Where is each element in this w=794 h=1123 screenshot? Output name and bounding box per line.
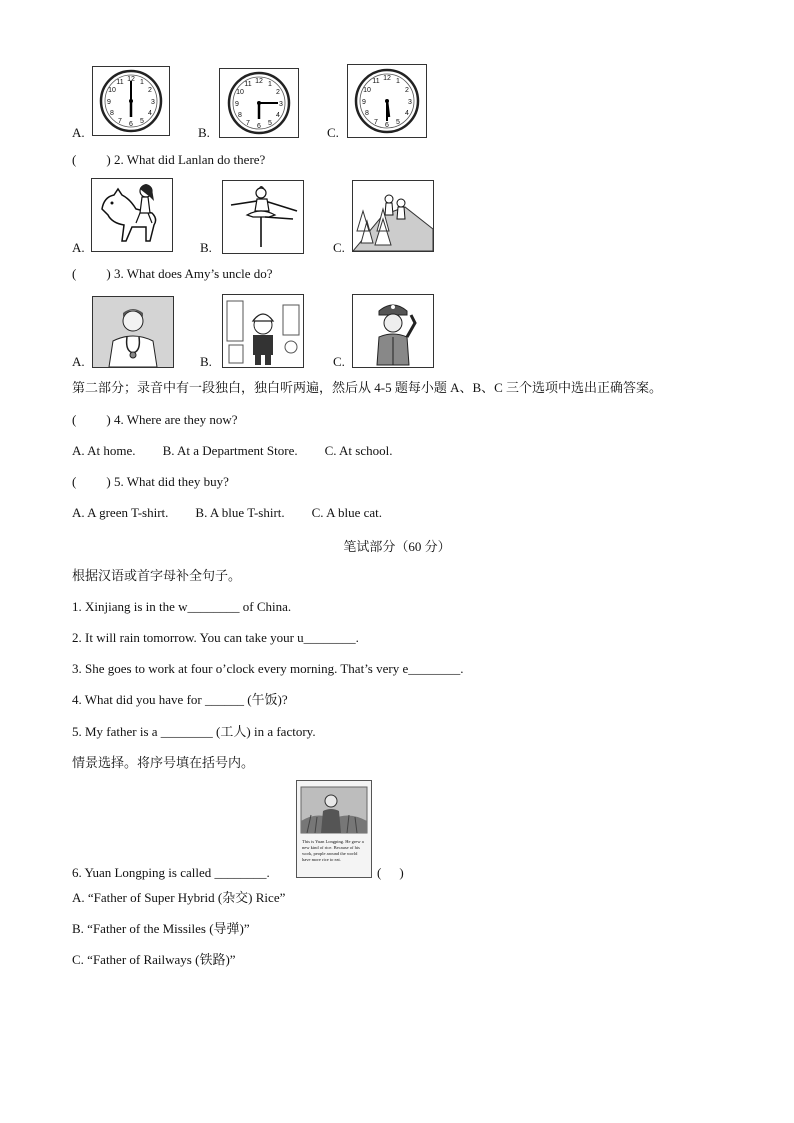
part2-instruction: 第二部分；录音中有一段独白，独白听两遍，然后从 4-5 题每小题 A、B、C 三个选项中选出正确答案。 (72, 380, 663, 395)
svg-text:12: 12 (127, 76, 135, 83)
q1-option-b-label: B. (198, 125, 210, 140)
answer-paren-close: ) (106, 474, 111, 489)
q4-question (72, 412, 238, 428)
svg-text:6: 6 (129, 121, 133, 128)
q5-option-a: A. A green T-shirt. (72, 505, 169, 520)
svg-text:4: 4 (276, 112, 280, 119)
fill-item: 3. She goes to work at four o’clock every morning. That’s very e________. (72, 661, 464, 676)
fill-instruction: 根据汉语或首字母补全句子。 (72, 568, 242, 583)
svg-text:8: 8 (365, 110, 369, 117)
fill-item: 2. It will rain tomorrow. You can take your u________. (72, 630, 359, 645)
svg-text:1: 1 (268, 81, 272, 88)
children-climbing-hill-icon (352, 180, 434, 252)
answer-paren-open: ( (72, 266, 77, 281)
written-section-title: 笔试部分（60 分） (343, 539, 451, 554)
q5-option-b: B. A blue T-shirt. (195, 505, 285, 520)
ballet-dancer-icon (222, 180, 304, 254)
q4-option-b: B. At a Department Store. (162, 443, 298, 458)
q5-option-c: C. A blue cat. (311, 505, 383, 520)
fill-item: 4. What did you have for ______ (午饭)? (72, 692, 288, 707)
q2-option-a-label: A. (72, 240, 85, 255)
svg-text:9: 9 (362, 99, 366, 106)
q3-option-c-label: C. (333, 354, 345, 369)
svg-text:5: 5 (396, 119, 400, 126)
q4-text: 4. Where are they now? (113, 412, 238, 427)
yuan-longping-photo-icon (297, 781, 371, 837)
svg-text:11: 11 (116, 79, 124, 86)
q6-option-c: C. “Father of Railways (铁路)” (72, 952, 236, 967)
svg-text:1: 1 (140, 79, 144, 86)
q3-text: 3. What does Amy’s uncle do? (113, 266, 273, 281)
q2-option-b-label: B. (200, 240, 212, 255)
svg-text:10: 10 (363, 87, 371, 94)
svg-text:4: 4 (405, 110, 409, 117)
svg-text:9: 9 (235, 101, 239, 108)
q4-option-a: A. At home. (72, 443, 136, 458)
svg-text:2: 2 (405, 87, 409, 94)
q6-option-b: B. “Father of the Missiles (导弹)” (72, 921, 250, 936)
fill-item: 5. My father is a ________ (工人) in a factory. (72, 724, 316, 739)
answer-paren-close: ) (106, 266, 111, 281)
q2-option-c-label: C. (333, 240, 345, 255)
svg-text:3: 3 (408, 99, 412, 106)
q6-answer (377, 865, 404, 881)
svg-text:9: 9 (107, 99, 111, 106)
q4-option-c: C. At school. (324, 443, 393, 458)
clock-six-thirty-icon (347, 64, 427, 138)
svg-text:12: 12 (255, 78, 263, 85)
answer-paren-close: ) (106, 412, 111, 427)
svg-text:2: 2 (148, 87, 152, 94)
situation-instruction: 情景选择。将序号填在括号内。 (72, 755, 255, 770)
svg-text:7: 7 (246, 120, 250, 127)
q1-option-a-label: A. (72, 125, 85, 140)
answer-paren-open: ( (72, 152, 77, 167)
svg-text:7: 7 (374, 119, 378, 126)
q5-options (72, 505, 382, 521)
svg-text:6: 6 (385, 122, 389, 129)
q5-question (72, 474, 229, 490)
svg-text:11: 11 (372, 78, 380, 85)
answer-paren-close: ) (399, 865, 404, 880)
doctor-icon (92, 296, 174, 368)
svg-text:7: 7 (118, 118, 122, 125)
svg-text:8: 8 (110, 110, 114, 117)
answer-paren-close: ) (106, 152, 111, 167)
svg-text:2: 2 (276, 89, 280, 96)
q3-option-b-label: B. (200, 354, 212, 369)
svg-text:5: 5 (268, 120, 272, 127)
girl-riding-horse-icon (91, 178, 173, 252)
svg-text:5: 5 (140, 118, 144, 125)
svg-text:1: 1 (396, 78, 400, 85)
answer-paren-open: ( (72, 412, 77, 427)
q2-text: 2. What did Lanlan do there? (113, 152, 266, 167)
q4-options (72, 443, 393, 459)
q6-question (72, 865, 270, 881)
police-officer-icon (352, 294, 434, 368)
answer-paren-open: ( (72, 474, 77, 489)
svg-text:8: 8 (238, 112, 242, 119)
svg-text:10: 10 (236, 89, 244, 96)
card-caption: This is Yuan Longping. He grew a new kind of rice. Because of his work, people around the world have more rice to eat. (302, 839, 364, 862)
q6-text: 6. Yuan Longping is called ________. (72, 865, 270, 880)
svg-text:6: 6 (257, 123, 261, 130)
svg-text:4: 4 (148, 110, 152, 117)
q3-option-a-label: A. (72, 354, 85, 369)
svg-text:3: 3 (279, 101, 283, 108)
q3-question (72, 266, 273, 282)
svg-text:11: 11 (244, 81, 252, 88)
worker-icon (222, 294, 304, 368)
svg-text:10: 10 (108, 87, 116, 94)
clock-six-fifteen-icon (219, 68, 299, 138)
svg-text:3: 3 (151, 99, 155, 106)
q1-option-c-label: C. (327, 125, 339, 140)
svg-text:12: 12 (383, 75, 391, 82)
q2-question (72, 152, 265, 168)
clock-six-icon (92, 66, 170, 136)
answer-paren-open: ( (377, 865, 382, 880)
q5-text: 5. What did they buy? (113, 474, 229, 489)
yuan-longping-card (296, 780, 372, 878)
fill-item: 1. Xinjiang is in the w________ of China. (72, 599, 292, 614)
q6-option-a: A. “Father of Super Hybrid (杂交) Rice” (72, 890, 286, 905)
